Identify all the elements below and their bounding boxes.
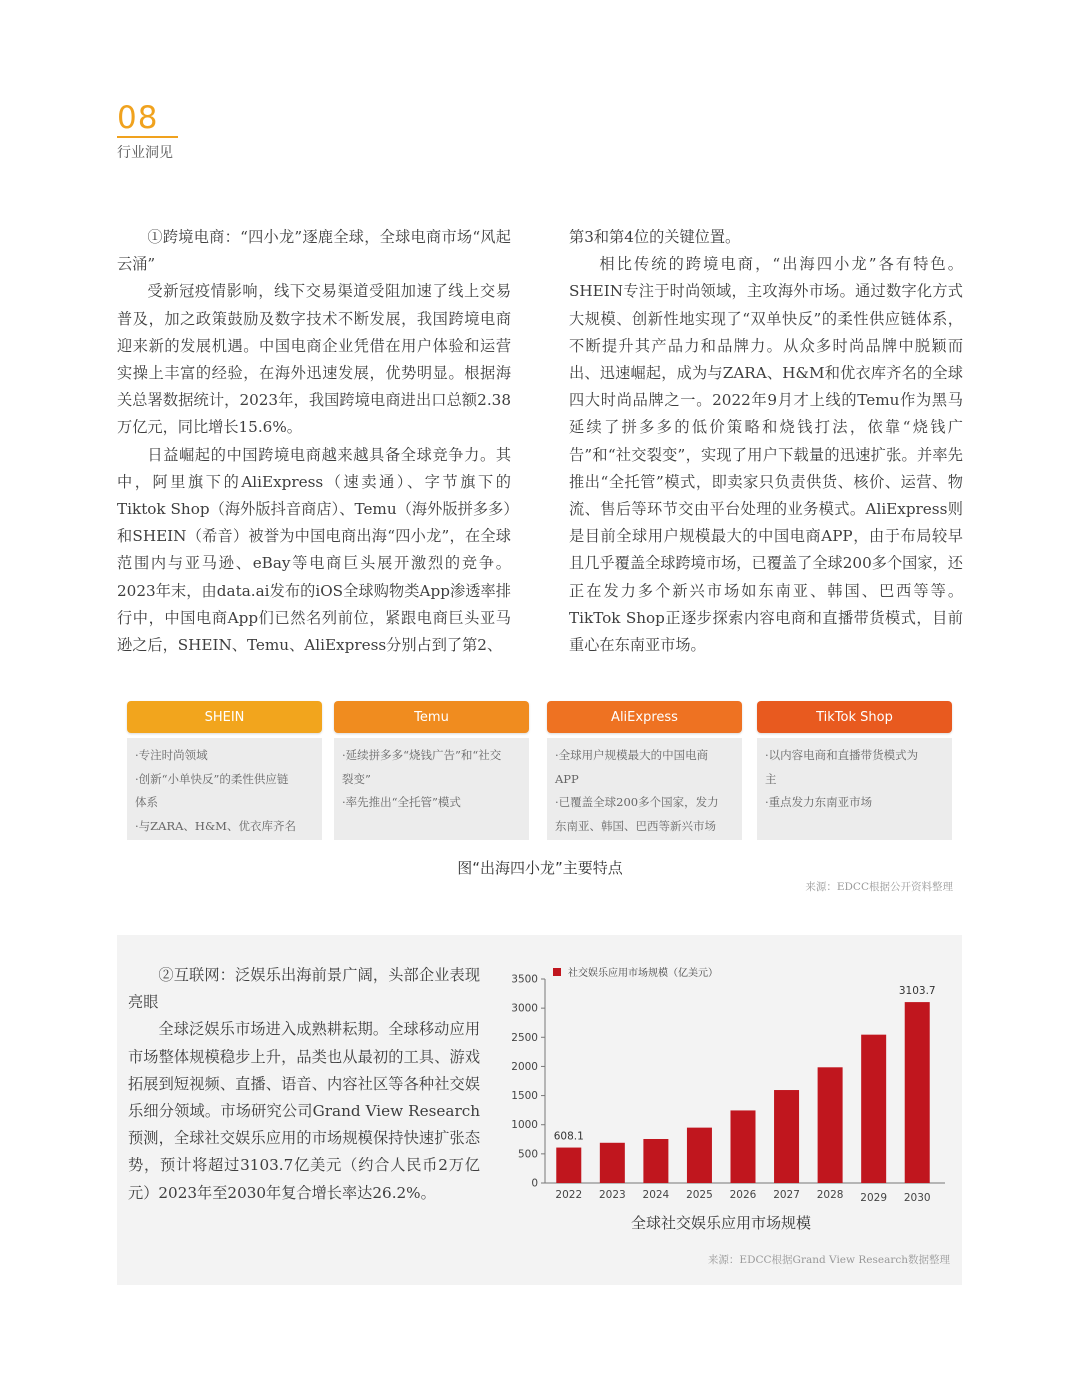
card-line: ·以内容电商和直播带货模式为	[765, 748, 919, 762]
left-column	[117, 224, 511, 659]
chart-source: 来源：EDCC根据Grand View Research数据整理	[707, 1254, 950, 1266]
y-tick-label: 3000	[511, 1002, 538, 1015]
card-line: 东南亚、韩国、巴西等新兴市场	[555, 818, 716, 833]
card-line: ·率先推出“全托管”模式	[342, 795, 461, 809]
card-line: ·已覆盖全球200多个国家，发力	[555, 795, 719, 809]
right-column	[569, 224, 963, 659]
x-tick-label: 2029	[860, 1192, 888, 1204]
x-tick-label: 2026	[729, 1189, 757, 1201]
data-label: 608.1	[553, 1130, 584, 1143]
card-line: 主	[765, 771, 777, 786]
bar-2025	[687, 1128, 712, 1183]
section-title: 行业洞见	[117, 145, 173, 161]
card-line: ·重点发力东南亚市场	[765, 795, 873, 809]
bar-2022	[556, 1148, 581, 1183]
card-title: SHEIN	[127, 701, 322, 733]
paragraph: 日益崛起的中国跨境电商越来越具备全球竞争力。其中，阿里旗下的AliExpress（速卖通）、字节旗下的Tiktok Shop（海外版抖音商店）、Temu（海外版拼多多）和SHEIN（希音）被誉为中国电商出海“四小龙”，在全球范围内与亚马逊、eBay等电商巨头展开激烈的竞争。2023年末，由data.ai发布的iOS全球购物类App渗透率排行中，中国电商App们已然名列前位，紧跟电商巨头亚马逊之后，SHEIN、Temu、AliExpress分别占到了第2、	[117, 445, 511, 655]
page-number: 08	[117, 100, 159, 136]
y-tick-label: 3500	[511, 973, 538, 986]
card-body	[757, 738, 952, 840]
card-line: 裂变”	[342, 771, 371, 786]
card-line: ·延续拼多多“烧钱广告”和“社交	[342, 748, 502, 762]
section2-heading: ②互联网：泛娱乐出海前景广阔，头部企业表现亮眼	[128, 966, 480, 1012]
card-tiktok-shop	[757, 701, 952, 840]
paragraph-continuation: 第3和第4位的关键位置。	[569, 228, 741, 246]
card-line: ·全球用户规模最大的中国电商	[555, 748, 709, 762]
card-title: AliExpress	[547, 701, 742, 733]
bar-2030	[905, 1002, 930, 1183]
x-tick-label: 2028	[816, 1189, 844, 1201]
card-body	[127, 738, 322, 840]
card-line: APP	[555, 771, 579, 786]
y-tick-label: 1500	[511, 1090, 538, 1103]
figure-source: 来源：EDCC根据公开资料整理	[805, 881, 953, 893]
bar-2024	[643, 1139, 668, 1183]
x-tick-label: 2024	[642, 1189, 670, 1201]
card-shein	[127, 701, 322, 840]
card-title: TikTok Shop	[757, 701, 952, 733]
card-line: ·与ZARA、H&M、优衣库齐名	[135, 818, 296, 833]
card-title: Temu	[334, 701, 529, 733]
y-tick-label: 2500	[511, 1031, 538, 1044]
bar-2023	[600, 1143, 625, 1183]
y-tick-label: 1000	[511, 1119, 538, 1132]
section2-text	[128, 962, 480, 1207]
card-temu	[334, 701, 529, 840]
x-tick-label: 2025	[686, 1189, 713, 1201]
y-tick-label: 2000	[511, 1060, 538, 1073]
card-body	[547, 738, 742, 840]
paragraph: 受新冠疫情影响，线下交易渠道受阻加速了线上交易普及，加之政策鼓励及数字技术不断发展，我国跨境电商迎来新的发展机遇。中国电商企业凭借在用户体验和运营实操上丰富的经验，在海外迅速发展，优势明显。根据海关总署数据统计，2023年，我国跨境电商进出口总额2.38万亿元，同比增长15.6%。	[117, 282, 511, 437]
x-tick-label: 2030	[903, 1192, 931, 1204]
x-tick-label: 2023	[598, 1189, 626, 1201]
y-tick-label: 0	[531, 1177, 538, 1190]
chart-caption: 全球社交娱乐应用市场规模	[630, 1214, 811, 1232]
page-number-rule	[117, 136, 178, 138]
y-tick-label: 500	[517, 1148, 538, 1161]
paragraph: 相比传统的跨境电商，“出海四小龙”各有特色。SHEIN专注于时尚领域，主攻海外市场。通过数字化方式大规模、创新性地实现了“双单快反”的柔性供应链体系，不断提升其产品力和品牌力。从众多时尚品牌中脱颖而出、迅速崛起，成为与ZARA、H&M和优衣库齐名的全球四大时尚品牌之一。2022年9月才上线的Temu作为黑马延续了拼多多的低价策略和烧钱打法，依靠“烧钱广告”和“社交裂变”，实现了用户下载量的迅速扩张。并率先推出“全托管”模式，即卖家只负责供货、核价、运营、物流、售后等环节交由平台处理的业务模式。AliExpress则是目前全球用户规模最大的中国电商APP，由于布局较早且几乎覆盖全球跨境市场，已覆盖了全球200多个国家，还正在发力多个新兴市场如东南亚、韩国、巴西等等。TikTok Shop正逐步探索内容电商和直播带货模式，目前重心在东南亚市场。	[569, 255, 963, 655]
card-line: 体系	[135, 795, 158, 809]
bar-2029	[861, 1035, 886, 1183]
bar-2027	[774, 1090, 799, 1183]
card-line: ·创新“小单快反”的柔性供应链	[135, 771, 289, 786]
legend-swatch	[553, 968, 561, 976]
section1-heading: ①跨境电商：“四小龙”逐鹿全球，全球电商市场“风起云涌”	[117, 228, 511, 274]
bar-2028	[818, 1067, 843, 1183]
card-aliexpress	[547, 701, 742, 840]
card-body	[334, 738, 529, 840]
x-tick-label: 2027	[773, 1189, 800, 1201]
figure-caption: 图“出海四小龙”主要特点	[457, 859, 623, 877]
card-line: ·专注时尚领域	[135, 748, 208, 762]
legend-label: 社交娱乐应用市场规模（亿美元）	[568, 968, 718, 979]
paragraph: 全球泛娱乐市场进入成熟耕耘期。全球移动应用市场整体规模稳步上升，品类也从最初的工具、游戏拓展到短视频、直播、语音、内容社区等各种社交娱乐细分领域。市场研究公司Grand View Research预测，全球社交娱乐应用的市场规模保持快速扩张态势，预计将超过3103.7亿美元（约合人民币2万亿元）2023年至2030年复合增长率达26.2%。	[128, 1020, 480, 1202]
x-tick-label: 2022	[555, 1189, 583, 1201]
data-label: 3103.7	[898, 985, 936, 998]
market-size-bar-chart	[505, 958, 955, 1228]
bar-2026	[731, 1110, 756, 1183]
